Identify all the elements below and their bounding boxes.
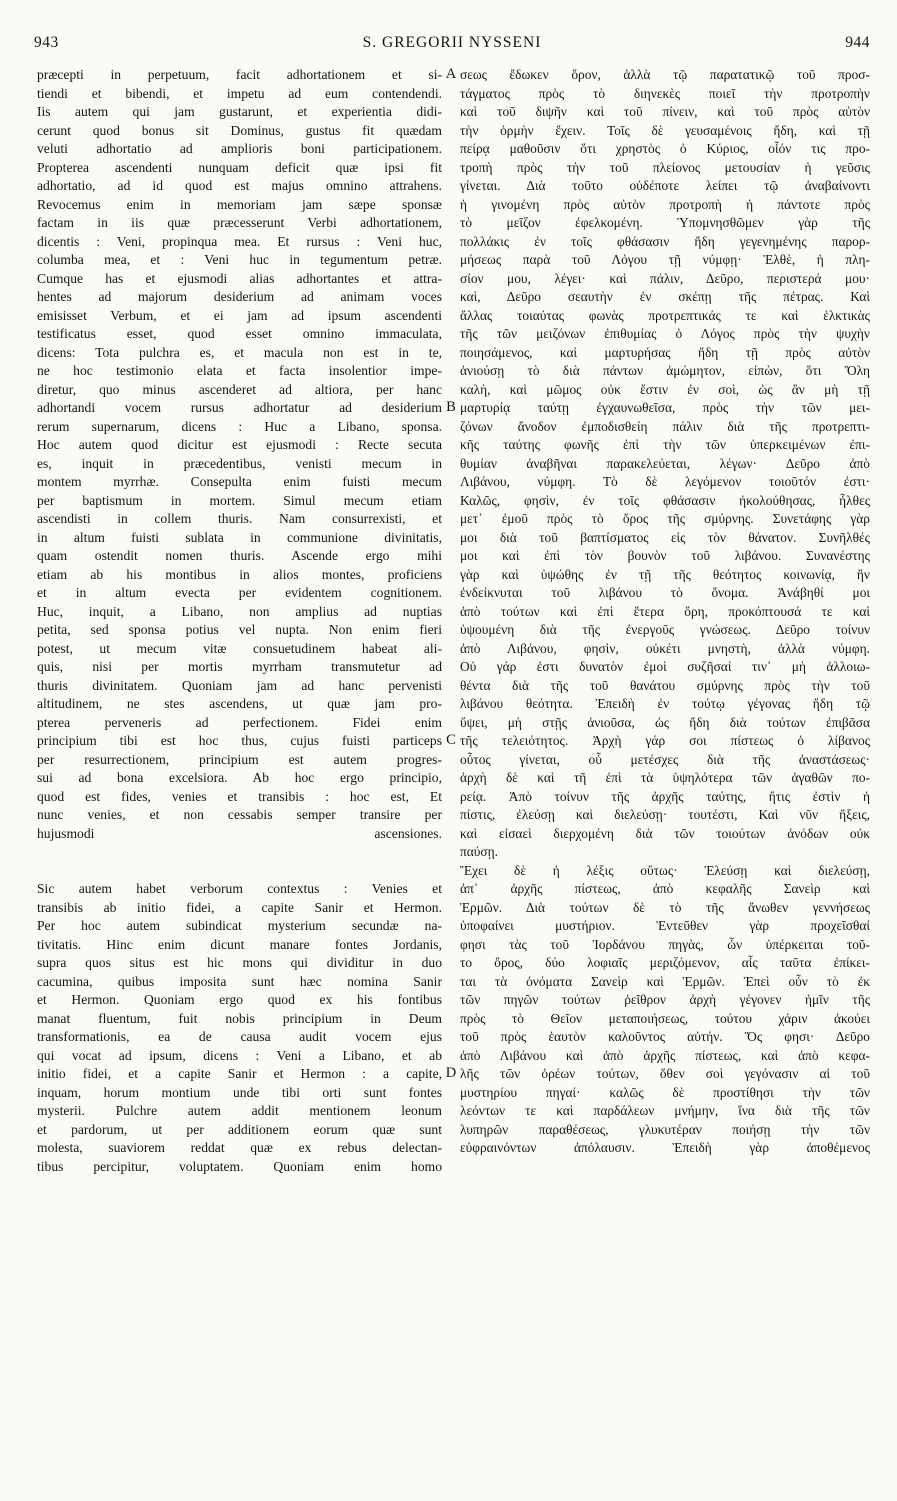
text-line: οὗτος γίνεται, οὗ μετέσχες διὰ τῆς ἀναστάσεως· [460, 751, 870, 767]
text-line: τῆς τῶν μειζόνων ἐπιθυμίας ὁ Λόγος πρὸς τὴν ψυχὴν [460, 326, 870, 341]
text-line: cacumina, quibus imposita sunt hæc nomina Sanir [37, 973, 442, 989]
text-line: παύσῃ. [460, 844, 498, 859]
text-line: ποιησάμενος, καὶ μαρτυρήσας ἤδη τῇ πρὸς αὐτὸν [460, 344, 870, 360]
text-line: Λιβάνου, νύμφη. Τὸ δὲ λεγόμενον τοιοῦτόν ἐστι· [460, 474, 870, 489]
text-line: ἐνδείκνυται τοῦ λιβάνου τὸ ὄνομα. Ἀνάβηθί μοι [460, 585, 870, 600]
text-line: veluti adhortatio ad amplioris boni participationem. [37, 141, 442, 156]
text-line: πρὸς τὸ Θεῖον μεταποιήσεως, τούτου χάριν ἀκούει [460, 1010, 870, 1026]
text-line: μήσεως παρὰ τοῦ Λόγου τῇ νύμφῃ· Ἐλθὲ, ἡ πλη- [460, 252, 870, 267]
text-line: τὴν ὁρμὴν ἔχειν. Τοῖς δὲ γευσαμένοις ἤδη, καὶ τῇ [460, 122, 870, 138]
text-line: montem myrrhæ. Consepulta enim fuisti mecum [37, 474, 442, 489]
text-line: σεως ἔδωκεν ὅρον, ἀλλὰ τῷ παρατατικῷ τοῦ προσ- [460, 67, 870, 82]
text-line: transibis ab initio fidei, a capite Sanir et Hermon. [37, 899, 442, 915]
text-line: ἀπ᾽ ἀρχῆς πίστεως, ἀπὸ κεφαλῆς Σανεὶρ καὶ [460, 881, 870, 896]
text-line: qui vocat ad ipsum, dicens : Veni a Libano, et ab [37, 1047, 442, 1063]
text-line: φησι τὰς τοῦ Ἰορδάνου πηγὰς, ὧν ὑπέρκειται τοῦ- [460, 936, 870, 952]
text-line: Hoc autem quod dicitur est ejusmodi : Recte secuta [37, 437, 442, 452]
margin-marker-a: A [445, 66, 457, 82]
text-line: καὶ εἰσαεὶ διερχομένη διὰ τῶν τοιούτων ἀνόδων οὐκ [460, 825, 870, 841]
text-line: λῆς τῶν ὀρέων τούτων, ὅθεν σοὶ γεγόνασιν αἱ τοῦ [460, 1066, 870, 1081]
text-line: γίνεται. Διὰ τοῦτο οὐδέποτε λείπει τῷ ἀναβαίνοντι [460, 178, 870, 193]
text-line: τάγματος πρὸς τὸ διηνεκὲς ποιεῖ τὴν προτροπὴν [460, 85, 870, 101]
text-line: ἡ γινομένη πρὸς αὐτὸν προτροπὴ ἡ πάντοτε πρὸς [460, 196, 870, 212]
text-line: τῶν πηγῶν τούτων ῥεῖθρον ἀρχὴ γέγονεν ἡμῖν τῆς [460, 992, 870, 1007]
text-line: Huc, inquit, a Libano, non amplius ad nuptias [37, 603, 442, 619]
text-line: τοῦ πρὸς ἑαυτὸν καλοῦντος αὐτήν. Ὅς φησι· Δεῦρο [460, 1029, 870, 1044]
text-line: adhortandi vocem rursus adhortatur ad desiderium [37, 400, 442, 415]
text-line: factam in iis quæ præcesserunt Verbi adhortationem, [37, 215, 442, 230]
text-line: κῆς ταύτης φωνῆς ἐπὶ τὴν τῶν ὑπερκειμένων ἐπι- [460, 437, 870, 452]
text-line: πολλάκις ἐν τοῖς φθάσασιν ἤδη γεγενημένης παρορ- [460, 233, 870, 249]
text-line: θέντα διὰ τῆς τοῦ θανάτου σμύρνης πρὸς τὴν τοῦ [460, 677, 870, 693]
text-line: præcepti in perpetuum, facit adhortationem et si- [37, 67, 442, 82]
text-line: λυπηρῶν παραθέσεως, γλυκυτέραν ποιήσῃ τὴν τῶν [460, 1121, 870, 1137]
page-number-left: 943 [34, 34, 59, 51]
text-line: ται τὰ ὀνόματα Σανεὶρ καὶ Ἑρμῶν. Ἐπεὶ οὖν τὸ ἐκ [460, 973, 870, 989]
margin-marker-d: D [445, 1065, 457, 1081]
text-line: Ἑρμῶν. Διὰ τούτων δὲ τὸ τῆς ἄνωθεν γεννήσεως [460, 899, 870, 915]
text-line: mysterii. Pulchre autem addit mentionem leonum [37, 1103, 442, 1118]
text-line: ἀπὸ Λιβάνου, φησὶν, οὐκέτι μνηστὴ, ἀλλὰ νύμφη. [460, 640, 870, 656]
text-line: in altum fuisti sublata in communione divinitatis, [37, 529, 442, 545]
text-line: hujusmodi ascensiones. [37, 825, 442, 841]
text-line: dicens: Tota pulchra es, et macula non est in te, [37, 344, 442, 360]
text-line: altitudinem, ne stes ascendens, ut quæ jam pro- [37, 696, 442, 711]
text-line: ρείᾳ. Ἀπὸ τοίνυν τῆς ἀρχῆς ταύτης, ἥτις ἐστὶν ἡ [460, 788, 870, 804]
text-line: petita, sed sponsa potius vel nupta. Non enim fieri [37, 622, 442, 637]
text-line: θυμίαν ἀναβῆναι παρακελεύεται, λέγων· Δεῦρο ἀπὸ [460, 455, 870, 471]
text-line: tiendi et bibendi, et impetu ad eum contendendi. [37, 85, 442, 101]
text-line: Ἔχει δὲ ἡ λέξις οὕτως· Ἐλεύσῃ καὶ διελεύσῃ, [460, 862, 870, 878]
text-line: ἀπὸ τούτων καὶ ἐπὶ ἕτερα ὄρη, προκόπτουσά τε καὶ [460, 603, 870, 619]
text-line: καλὴ, καὶ μῶμος οὐκ ἔστιν ἐν σοὶ, ὡς ἂν μὴ τῇ [460, 381, 870, 397]
text-line: Sic autem habet verborum contextus : Venies et [37, 881, 442, 896]
text-line: tivitatis. Hinc enim dicunt manare fontes Jordanis, [37, 936, 442, 952]
page-number-right: 944 [845, 34, 870, 51]
text-line: thuris divinitatem. Quoniam jam ad hanc pervenisti [37, 677, 442, 693]
text-line: testificatus esset, quod esset omnino immaculata, [37, 326, 442, 341]
text-line: μαρτυρίᾳ ταύτῃ ἐγχαυνωθεῖσα, πρὸς τὴν τῶν μει- [460, 400, 870, 415]
text-line: τροπὴ πρὸς τὴν τοῦ πλείονος μετουσίαν ἡ γεῦσις [460, 159, 870, 175]
page-header [34, 34, 870, 56]
text-line: cerunt quod bonus sit Dominus, gustus fit quædam [37, 122, 442, 138]
text-line: ἄλλας τοιαύτας φωνὰς προτρεπτικάς τε καὶ ἑλκτικὰς [460, 307, 870, 323]
text-line: τῆς τελειότητος. Ἀρχὴ γάρ σοι πίστεως ὁ λίβανος [460, 733, 870, 748]
greek-column [460, 66, 870, 1158]
text-line: μοι διὰ τοῦ βαπτίσματος εἰς τὸν θάνατον. Συνῆλθές [460, 529, 870, 545]
text-line: rerum supernarum, dicens : Huc a Libano, sponsa. [37, 418, 442, 434]
text-line: nunc venies, et non cessabis semper transire per [37, 807, 442, 822]
latin-column [37, 66, 442, 1176]
text-line: σίον μου, λέγει· καὶ πάλιν, Δεῦρο, περιστερά μου· [460, 270, 870, 286]
text-line: et pardorum, ut per additionem eorum quæ sunt [37, 1121, 442, 1137]
text-line: principium tibi est hoc thus, cujus fuisti particeps [37, 733, 442, 748]
text-line: quod est fides, venies et transibis : hoc est, Et [37, 788, 442, 804]
text-line: supra quos situs est hic mons qui dividitur in duo [37, 955, 442, 970]
text-line: Iis autem qui jam gustarunt, et experientia didi- [37, 104, 442, 119]
text-line: μετ᾽ ἐμοῦ πρὸς τὸ ὄρος τῆς σμύρνης. Συνετάφης γὰρ [460, 511, 870, 526]
text-line: et Hermon. Quoniam ergo quod ex his fontibus [37, 992, 442, 1007]
text-line: pterea perveneris ad perfectionem. Fidei enim [37, 714, 442, 730]
running-title: S. GREGORII NYSSENI [362, 34, 542, 51]
text-line: ascendisti in collem thuris. Nam consurrexisti, et [37, 511, 442, 526]
text-line: molesta, suaviorem reddat quæ ex rebus delectan- [37, 1140, 442, 1155]
text-line: manat fluentum, fuit nobis principium in Deum [37, 1010, 442, 1026]
text-line: μοι καὶ ἐπὶ τὸν βουνὸν τοῦ λιβάνου. Συνανέστης [460, 548, 870, 563]
text-line: Per hoc autem subindicat mysterium secundæ na- [37, 918, 442, 933]
text-line: εὐφραινόντων ἀπόλαυσιν. Ἐπειδὴ γὰρ ἀποθέμενος [460, 1140, 870, 1155]
text-line: quis, nisi per mortis myrrham transmutetur ad [37, 659, 442, 674]
text-line: per resurrectionem, principium est autem progres- [37, 751, 442, 767]
text-line: ἀπὸ Λιβάνου καὶ ἀπὸ ἀρχῆς πίστεως, καὶ ἀπὸ κεφα- [460, 1047, 870, 1063]
text-line: Καλῶς, φησὶν, ἐν τοῖς φθάσασιν ἠκολούθησας, ἦλθες [460, 492, 870, 508]
text-line: λιβάνου θεότητα. Ἐπειδὴ ἐν τούτῳ γέγονας ἤδη τῷ [460, 696, 870, 711]
text-line: μυστηρίου πηγαί· καλῶς δὲ προστίθησι τὴν τῶν [460, 1084, 870, 1100]
text-line: transformationis, ea de causa audit vocem ejus [37, 1029, 442, 1044]
text-line: quam ostendit nomen thuris. Ascende ergo mihi [37, 548, 442, 563]
text-line: ὑψουμένη διὰ τῆς ἐνεργοῦς γνώσεως. Δεῦρο τοίνυν [460, 622, 870, 637]
text-line: emisisset Verbum, et ei jam ad ipsum ascendenti [37, 307, 442, 323]
text-line: πείρᾳ μαθοῦσιν ὅτι χρηστὸς ὁ Κύριος, οἷόν τις προ- [460, 141, 870, 156]
text-line: τὸ μεῖζον ἐφελκομένη. Ὑπομνησθῶμεν γὰρ τῆς [460, 215, 870, 230]
text-line: Cumque has et ejusmodi alias adhortantes et attra- [37, 270, 442, 286]
text-line: hentes ad majorum desiderium ad animam voces [37, 289, 442, 304]
text-line: καὶ τοῦ διψῆν καὶ τοῦ πίνειν, καὶ τοῦ πρὸς αὐτὸν [460, 104, 870, 119]
text-line: ne hoc testimonio elata et facta insolentior impe- [37, 363, 442, 378]
text-line: et in altum evecta per evidentem cognitionem. [37, 585, 442, 600]
text-line: initio fidei, et a capite Sanir et Hermon : a capite, [37, 1066, 442, 1081]
text-line: ὕψει, μὴ στῇς ἀνιοῦσα, ὡς ἤδη διὰ τούτων ἐπιβᾶσα [460, 714, 870, 730]
text-line: per baptismum in mortem. Simul mecum etiam [37, 492, 442, 508]
text-line: ἀνιούσῃ τὸ διὰ πάντων ἀμώμητον, εἰπὼν, ὅτι Ὅλη [460, 363, 870, 378]
text-line: λεόντων τε καὶ παρδάλεων μνήμην, ἵνα διὰ τῆς τῶν [460, 1103, 870, 1118]
text-line: sui ad bona excelsiora. Ab hoc ergo principio, [37, 770, 442, 785]
text-line: ἀρχὴ δὲ καὶ τῆ ἐπὶ τὰ ὑψηλότερα τῶν ἀγαθῶν πο- [460, 770, 870, 785]
text-line: dicentis : Veni, propinqua mea. Et rursus : Veni huc, [37, 233, 442, 249]
text-line: diretur, quo minus ascenderet ad altiora, per hanc [37, 381, 442, 397]
margin-marker-b: B [446, 399, 456, 415]
text-line: πίστις, ἐλεύσῃ καὶ διελεύσῃ· τουτέστι, Καὶ νῦν ἥξεις, [460, 807, 870, 822]
text-line: ζόνων ἄνοδον ἐμποδισθείη πάλιν διὰ τῆς προτρεπτι- [460, 418, 870, 434]
text-line [37, 843, 442, 880]
text-line: potest, ut mecum vitæ consuetudinem habeat ali- [37, 640, 442, 656]
text-line: Οὐ γάρ ἐστι δυνατὸν ἐμοὶ συζῆσαί τιν᾽ μὴ ἀλλοιω- [460, 659, 870, 674]
text-line: Propterea ascendenti nunquam deficit quæ ipsi fit [37, 159, 442, 175]
text-line: tibus percipitur, voluptatem. Quoniam enim homo [37, 1158, 442, 1174]
text-line: γὰρ καὶ ὑψώθης ἐν τῇ τῆς θεότητος κοινωνίᾳ, ἣν [460, 566, 870, 582]
margin-marker-c: C [446, 732, 456, 748]
text-line: καὶ, Δεῦρο σεαυτὴν ἐν σκέπῃ τῆς πέτρας. Καὶ [460, 289, 870, 304]
text-line: columba mea, et : Veni huc in tegumentum petræ. [37, 252, 442, 267]
text-line: adhortatio, ad id quod est majus omnino attrahens. [37, 178, 442, 193]
text-line: es, inquit in præcedentibus, venisti mecum in [37, 455, 442, 471]
text-line: inquam, horum montium unde tibi orti sunt fontes [37, 1084, 442, 1100]
text-line: etiam ab his montibus in alios montes, proficiens [37, 566, 442, 582]
text-line: το ὄρος, δύο λοφιαῖς μεριζόμενον, αἷς ταῦτα ἐπίκει- [460, 955, 870, 970]
text-line: Revocemus enim in memoriam jam sæpe sponsæ [37, 196, 442, 212]
text-line: ὑποφαίνει μυστήριον. Ἐντεῦθεν γὰρ προχεῖσθαί [460, 918, 870, 933]
